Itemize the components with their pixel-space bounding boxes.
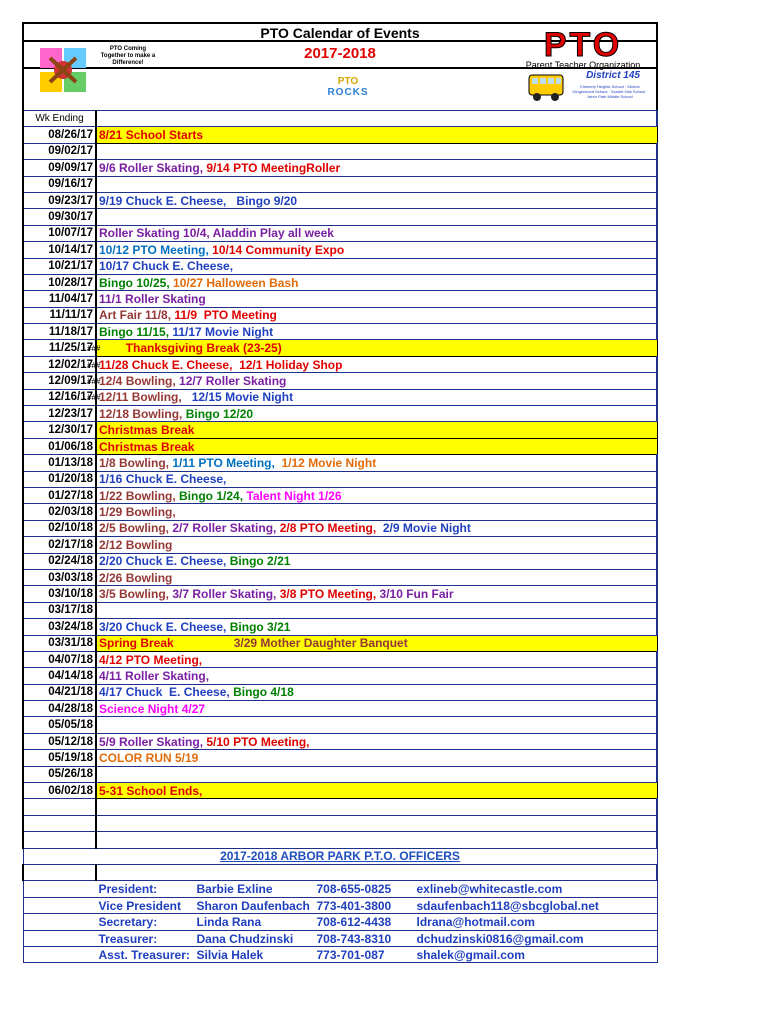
events-cell (96, 389, 657, 405)
event-text: 3/5 Bowling, (99, 587, 173, 602)
pto-coming-together-logo (34, 42, 154, 102)
table-row (23, 389, 657, 405)
event-text: Spring Break (99, 636, 234, 651)
week-ending-date: 01/13/18 (23, 455, 96, 471)
blank-date-cell (23, 832, 96, 848)
officer-phone: 708-655-0825 (316, 882, 392, 897)
week-ending-header: Wk Ending (23, 111, 96, 127)
event-text: 4/12 PTO Meeting, (99, 652, 203, 667)
event-text: Bingo 10/25, (99, 275, 174, 290)
events-cell (96, 651, 657, 667)
event-text: Bingo 9/20 (236, 193, 298, 208)
events-cell (96, 635, 657, 651)
week-ending-date: 04/28/18 (23, 701, 96, 717)
event-text: 12/15 Movie Night (191, 390, 294, 405)
event-text: 2/20 Chuck E. Cheese, (99, 554, 230, 569)
table-row (23, 258, 657, 274)
table-row (23, 766, 657, 782)
event-text: 3/8 PTO Meeting, (279, 587, 380, 602)
event-text: ### 11/28 Chuck E. Cheese, 12/1 Holiday Shop (99, 358, 342, 372)
officer-row (23, 946, 657, 962)
table-row (23, 340, 657, 356)
events-cell (96, 455, 657, 471)
week-ending-date: 01/20/18 (23, 471, 96, 487)
table-row (23, 471, 657, 487)
event-text: 1/12 Movie Night (281, 455, 377, 470)
officer-email: ldrana@hotmail.com (416, 915, 535, 930)
events-cell (96, 438, 657, 454)
event-text: 1/22 Bowling, (99, 488, 180, 503)
event-text: 5/10 PTO Meeting, (206, 734, 310, 749)
week-ending-date: 11/25/17 (23, 340, 96, 356)
blank-date-cell (23, 864, 96, 880)
event-text: Christmas Break (99, 423, 195, 438)
event-text: Bingo 2/21 (229, 554, 291, 569)
event-text: 4/17 Chuck E. Cheese, (99, 685, 234, 700)
events-cell (96, 504, 657, 520)
table-row (23, 569, 657, 585)
events-cell (96, 602, 657, 618)
event-text: 9/6 Roller Skating, (99, 160, 207, 175)
officers-title-row (23, 848, 657, 864)
event-text: Science Night 4/27 (99, 701, 206, 716)
event-text: 12/7 Roller Skating (179, 373, 287, 388)
calendar-sheet (22, 22, 658, 963)
event-text: 2/12 Bowling (99, 537, 173, 552)
events-cell (96, 520, 657, 536)
week-ending-date: 09/23/17 (23, 192, 96, 208)
table-row (23, 487, 657, 503)
pto-rocks-logo (324, 76, 372, 104)
district-name: District 145 (586, 70, 640, 81)
district-schools: Kimberly Heights School · Morton Gingerwood School · Scarlet Oak School · Arbor Park Middle School (572, 84, 648, 99)
week-ending-date: 08/26/17 (23, 127, 96, 143)
rocks-line-2: ROCKS (327, 87, 369, 98)
table-row (23, 324, 657, 340)
blank-event-cell (96, 832, 657, 848)
week-ending-date: 02/03/18 (23, 504, 96, 520)
event-text: 3/10 Fun Fair (379, 587, 454, 602)
events-cell (96, 176, 657, 192)
event-text: Roller Skating 10/4, Aladdin Play all week (99, 226, 334, 241)
events-cell (96, 307, 657, 323)
events-cell (96, 586, 657, 602)
officer-role: President: (98, 882, 158, 897)
event-text: 2/26 Bowling (99, 570, 173, 585)
table-row (23, 143, 657, 159)
event-text: 4/11 Roller Skating, (99, 668, 210, 683)
officer-cell (23, 897, 657, 913)
officer-cell (23, 930, 657, 946)
events-cell (96, 422, 657, 438)
event-text: 1/16 Chuck E. Cheese, (99, 472, 227, 487)
week-ending-date: 11/11/17 (23, 307, 96, 323)
table-row (23, 733, 657, 749)
table-row (23, 291, 657, 307)
pto-logo-subtitle: Parent Teacher Organization (525, 60, 641, 70)
table-row (23, 356, 657, 372)
events-table (22, 110, 658, 963)
table-row (23, 176, 657, 192)
table-row (23, 635, 657, 651)
week-ending-date: 02/17/18 (23, 537, 96, 553)
event-text: 5-31 School Ends, (99, 783, 203, 798)
table-row (23, 406, 657, 422)
events-cell (96, 733, 657, 749)
joined-hands-icon (38, 46, 88, 94)
week-ending-date: 05/05/18 (23, 717, 96, 733)
week-ending-date: 10/28/17 (23, 274, 96, 290)
week-ending-date: 10/21/17 (23, 258, 96, 274)
officer-phone: 773-401-3800 (316, 898, 392, 913)
table-row (23, 602, 657, 618)
week-ending-date: 05/26/18 (23, 766, 96, 782)
blank-event-cell (96, 799, 657, 815)
events-cell (96, 340, 657, 356)
events-cell (96, 225, 657, 241)
week-ending-date: 12/16/17 (23, 389, 96, 405)
event-text: ### Thanksgiving Break (23-25) (99, 341, 282, 355)
events-cell (96, 487, 657, 503)
blank-event-cell (96, 864, 657, 880)
officers-title: 2017-2018 ARBOR PARK P.T.O. OFFICERS (23, 848, 657, 864)
officer-phone: 773-701-087 (316, 947, 385, 962)
event-text: 2/7 Roller Skating, (172, 521, 280, 536)
week-ending-date: 09/09/17 (23, 160, 96, 176)
event-text: 1/29 Bowling, (99, 505, 176, 520)
event-text: 2/5 Bowling, (99, 521, 173, 536)
table-row (23, 209, 657, 225)
calendar-header (22, 22, 658, 110)
table-row (23, 504, 657, 520)
events-cell (96, 553, 657, 569)
table-row (23, 783, 657, 799)
event-text: Art Fair 11/8, (99, 308, 175, 323)
week-ending-date: 01/27/18 (23, 487, 96, 503)
table-row (23, 553, 657, 569)
events-cell (96, 291, 657, 307)
events-cell (96, 619, 657, 635)
blank-row (23, 799, 657, 815)
week-ending-date: 03/10/18 (23, 586, 96, 602)
table-row (23, 619, 657, 635)
event-text: 12/18 Bowling, (99, 406, 186, 421)
table-row (23, 684, 657, 700)
event-text: Christmas Break (99, 439, 195, 454)
week-ending-date: 06/02/18 (23, 783, 96, 799)
events-cell (96, 127, 657, 143)
left-logo-text: PTO Coming Together to make a Difference! (100, 46, 156, 66)
officer-name: Sharon Daufenbach (196, 898, 310, 913)
event-text: ### 12/4 Bowling, (99, 374, 179, 388)
week-ending-date: 03/03/18 (23, 569, 96, 585)
week-ending-date: 04/14/18 (23, 668, 96, 684)
event-text: 1/11 PTO Meeting, (172, 455, 282, 470)
event-text: 2/9 Movie Night (382, 521, 471, 536)
officer-email: shalek@gmail.com (416, 947, 525, 962)
officer-name: Barbie Exline (196, 882, 273, 897)
table-row (23, 750, 657, 766)
event-text: 10/14 Community Expo (212, 242, 345, 257)
events-cell (96, 143, 657, 159)
table-row (23, 307, 657, 323)
event-text: 9/19 Chuck E. Cheese, (99, 193, 237, 208)
events-cell (96, 258, 657, 274)
blank-date-cell (23, 815, 96, 831)
pto-district-logo (514, 26, 652, 108)
event-text: 8/21 School Starts (99, 128, 204, 143)
week-ending-date: 03/17/18 (23, 602, 96, 618)
officer-phone: 708-743-8310 (316, 931, 392, 946)
events-cell (96, 684, 657, 700)
school-bus-icon (528, 72, 564, 102)
week-ending-date: 09/16/17 (23, 176, 96, 192)
events-cell (96, 160, 657, 176)
event-text: Bingo 1/24, (179, 488, 247, 503)
officer-email: sdaufenbach118@sbcglobal.net (416, 898, 599, 913)
events-cell (96, 356, 657, 372)
week-ending-date: 11/18/17 (23, 324, 96, 340)
officer-email: dchudzinski0816@gmail.com (416, 931, 584, 946)
officer-row (23, 930, 657, 946)
event-text: 9/14 PTO MeetingRoller (206, 160, 341, 175)
week-ending-date: 05/19/18 (23, 750, 96, 766)
blank-event-cell (96, 815, 657, 831)
week-ending-date: 10/14/17 (23, 242, 96, 258)
pto-logo-letters: PTO (543, 26, 623, 64)
events-cell (96, 750, 657, 766)
event-text: 3/20 Chuck E. Cheese, (99, 619, 230, 634)
event-text: 5/9 Roller Skating, (99, 734, 207, 749)
table-row (23, 701, 657, 717)
event-text: Bingo 3/21 (229, 619, 291, 634)
officer-role: Vice President (98, 898, 181, 913)
week-ending-date: 04/07/18 (23, 651, 96, 667)
week-ending-date: 12/09/17 (23, 373, 96, 389)
events-cell (96, 274, 657, 290)
officer-email: exlineb@whitecastle.com (416, 882, 563, 897)
week-ending-date: 05/12/18 (23, 733, 96, 749)
table-row (23, 651, 657, 667)
table-row (23, 668, 657, 684)
table-row (23, 422, 657, 438)
events-cell (96, 668, 657, 684)
events-cell (96, 192, 657, 208)
events-cell (96, 406, 657, 422)
event-text: 10/27 Halloween Bash (173, 275, 299, 290)
page-title: PTO Calendar of Events (260, 25, 420, 41)
table-row (23, 160, 657, 176)
officer-name: Linda Rana (196, 915, 262, 930)
table-row (23, 520, 657, 536)
table-header-row (23, 111, 657, 127)
week-ending-date: 04/21/18 (23, 684, 96, 700)
event-text: 2/8 PTO Meeting, (279, 521, 383, 536)
event-text: 10/12 PTO Meeting, (99, 242, 213, 257)
event-text: Talent Night 1/26 (246, 488, 342, 503)
officer-role: Treasurer: (98, 931, 158, 946)
table-row (23, 537, 657, 553)
week-ending-date: 09/02/17 (23, 143, 96, 159)
event-text: Bingo 4/18 (233, 685, 294, 700)
week-ending-date: 09/30/17 (23, 209, 96, 225)
table-row (23, 127, 657, 143)
table-row (23, 274, 657, 290)
table-row (23, 455, 657, 471)
officer-phone: 708-612-4438 (316, 915, 392, 930)
blank-row (23, 832, 657, 848)
event-text: Bingo 11/15, (99, 324, 173, 339)
event-text: ### 12/11 Bowling, (99, 390, 192, 404)
week-ending-date: 03/24/18 (23, 619, 96, 635)
officer-cell (23, 881, 657, 897)
table-row (23, 717, 657, 733)
event-text: 11/9 PTO Meeting (174, 308, 277, 323)
officer-row (23, 881, 657, 897)
event-text: 10/17 Chuck E. Cheese, (99, 259, 234, 274)
table-row (23, 225, 657, 241)
week-ending-date: 02/24/18 (23, 553, 96, 569)
table-row (23, 192, 657, 208)
school-year: 2017-2018 (304, 45, 376, 62)
blank-row (23, 815, 657, 831)
events-cell (96, 242, 657, 258)
week-ending-date: 11/04/17 (23, 291, 96, 307)
events-cell (96, 766, 657, 782)
events-cell (96, 717, 657, 733)
event-text: 11/1 Roller Skating (99, 291, 206, 306)
week-ending-date: 03/31/18 (23, 635, 96, 651)
event-text: 3/29 Mother Daughter Banquet (233, 636, 408, 651)
events-cell (96, 569, 657, 585)
event-text: COLOR RUN 5/19 (99, 750, 199, 765)
week-ending-date: 01/06/18 (23, 438, 96, 454)
officer-row (23, 897, 657, 913)
week-ending-date: 12/30/17 (23, 422, 96, 438)
week-ending-date: 02/10/18 (23, 520, 96, 536)
officer-cell (23, 914, 657, 930)
event-text: Bingo 12/20 (185, 406, 254, 421)
events-cell (96, 209, 657, 225)
officer-cell (23, 946, 657, 962)
week-ending-date: 12/02/17 (23, 356, 96, 372)
week-ending-date: 12/23/17 (23, 406, 96, 422)
events-cell (96, 537, 657, 553)
event-text: 1/8 Bowling, (99, 455, 173, 470)
event-text: 11/17 Movie Night (172, 324, 274, 339)
officer-name: Silvia Halek (196, 947, 264, 962)
week-ending-date: 10/07/17 (23, 225, 96, 241)
officer-name: Dana Chudzinski (196, 931, 294, 946)
events-cell (96, 324, 657, 340)
blank-row (23, 864, 657, 880)
blank-date-cell (23, 799, 96, 815)
officer-row (23, 914, 657, 930)
officer-role: Secretary: (98, 915, 158, 930)
table-row (23, 373, 657, 389)
events-cell (96, 471, 657, 487)
table-row (23, 242, 657, 258)
rocks-line-1: PTO (337, 76, 359, 87)
event-text: 3/7 Roller Skating, (172, 587, 280, 602)
events-cell (96, 701, 657, 717)
events-cell (96, 373, 657, 389)
table-row (23, 438, 657, 454)
table-row (23, 586, 657, 602)
events-header-cell (96, 111, 657, 127)
officer-role: Asst. Treasurer: (98, 947, 190, 962)
events-cell (96, 783, 657, 799)
